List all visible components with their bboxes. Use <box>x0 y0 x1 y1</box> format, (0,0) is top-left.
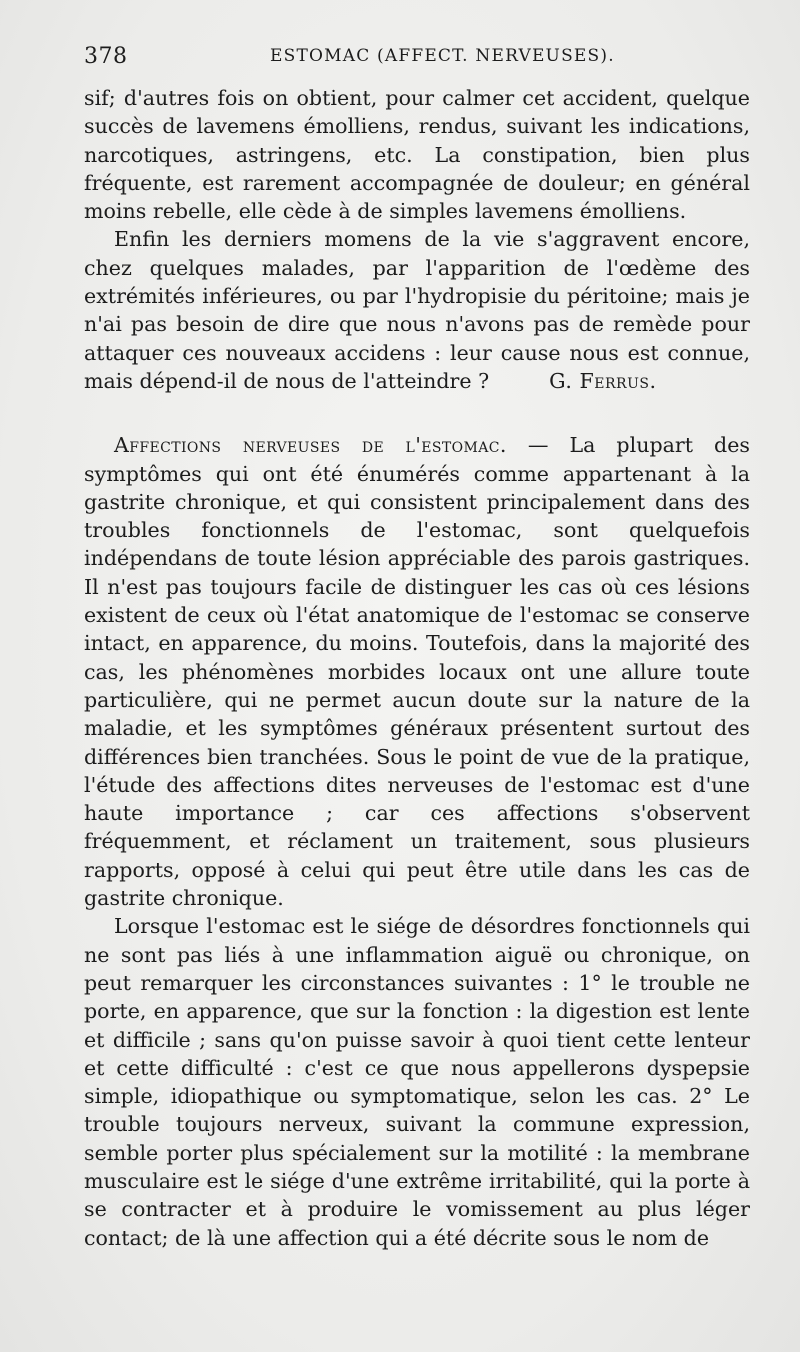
main-text <box>84 84 750 1252</box>
paragraph-final-moments-text: Enfin les derniers momens de la vie s'aggravent encore, chez quelques malades, par l'apparition de l'œdème des extrémités inférieures, ou par l'hydropisie du péritoine; mais je n'ai pas besoin de dire que nous n'avons pas de remède pour attaquer ces nouveaux accidens : leur cause nous est connue, mais dépend-il de nous de l'atteindre ? <box>84 227 750 393</box>
paragraph-final-moments <box>84 225 750 395</box>
section-title: Affections nerveuses de l'estomac. <box>114 433 507 458</box>
paragraph-continuation: sif; d'autres fois on obtient, pour calmer cet accident, quelque succès de lavemens émolliens, rendus, suivant les indications, narcotiques, astringens, etc. La constipation, bien plus fréquente, est rarement accompagnée de douleur; en général moins rebelle, elle cède à de simples lavemens émolliens. <box>84 86 750 224</box>
page-header <box>84 44 746 78</box>
paragraph-nervous-affections <box>84 431 750 912</box>
running-head: ESTOMAC (AFFECT. NERVEUSES). <box>270 46 615 66</box>
author-signature: G. Ferrus. <box>549 368 657 393</box>
paragraph-nervous-affections-text: — La plupart des symptômes qui ont été énumérés comme appartenant à la gastrite chronique, et qui consistent principalement dans des troubles fonctionnels de l'estomac, sont quelquefois indépendans de toute lésion appréciable des parois gastriques. Il n'est pas toujours facile de distinguer les cas où ces lésions existent de ceux où l'état anatomique de l'estomac se conserve intact, en apparence, du moins. Toutefois, dans la majorité des cas, les phénomènes morbides locaux ont une allure toute particulière, qui ne permet aucun doute sur la nature de la maladie, et les symptômes généraux présentent surtout des différences bien tranchées. Sous le point de vue de la pratique, l'étude des affections dites nerveuses de l'estomac est d'une haute importance ; car ces affections s'observent fréquemment, et réclament un traitement, sous plusieurs rapports, opposé à celui qui peut être utile dans les cas de gastrite chronique. <box>84 433 750 911</box>
section-gap <box>84 395 750 431</box>
page-number: 378 <box>84 44 128 69</box>
paragraph-functional-disorders: Lorsque l'estomac est le siége de désordres fonctionnels qui ne sont pas liés à une inflammation aiguë ou chronique, on peut remarquer les circonstances suivantes : 1° le trouble ne porte, en apparence, que sur la fonction : la digestion est lente et difficile ; sans qu'on puisse savoir à quoi tient cette lenteur et cette difficulté : c'est ce que nous appellerons dyspepsie simple, idiopathique ou symptomatique, selon les cas. 2° Le trouble toujours nerveux, suivant la commune expression, semble porter plus spécialement sur la motilité : la membrane musculaire est le siége d'une extrême irritabilité, qui la porte à se contracter et à produire le vomissement au plus léger contact; de là une affection qui a été décrite sous le nom de <box>84 914 750 1250</box>
